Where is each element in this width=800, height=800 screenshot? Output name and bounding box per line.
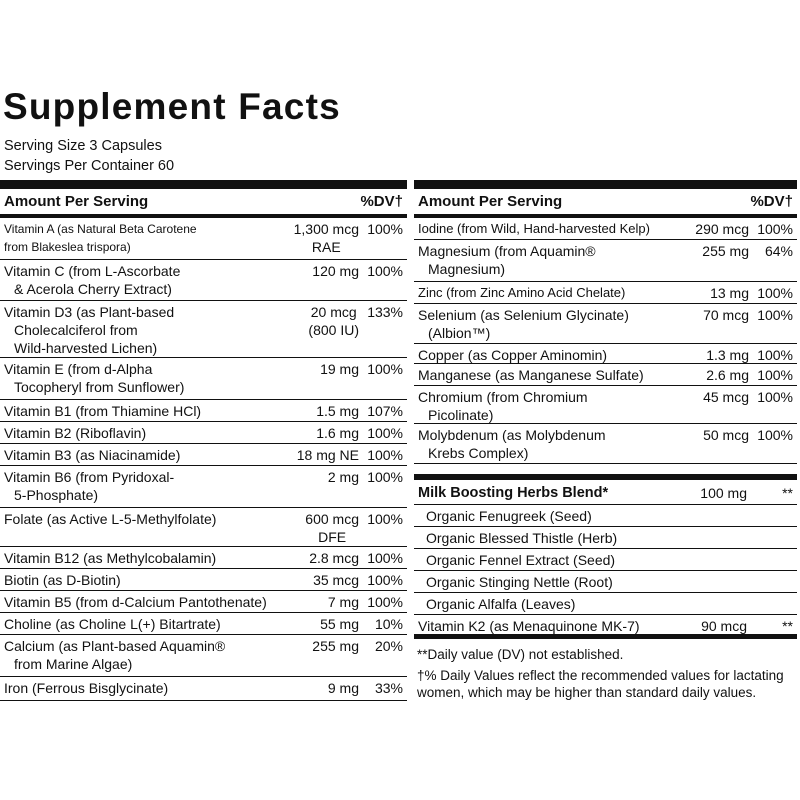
blend-dv: ** (782, 485, 793, 501)
nutrient-name (4, 571, 121, 589)
nutrient-dv: 100% (367, 425, 403, 441)
nutrient-name-line: Vitamin B3 (as Niacinamide) (4, 447, 181, 463)
nutrient-row (0, 547, 407, 569)
nutrient-name-line: Vitamin B1 (from Thiamine HCl) (4, 403, 202, 419)
nutrient-name (4, 679, 168, 697)
nutrient-row (414, 282, 797, 304)
right-rows (414, 218, 797, 464)
servings-per-container: Servings Per Container 60 (4, 158, 175, 174)
nutrient-row (0, 569, 407, 591)
k2-amount: 90 mcg (701, 618, 747, 634)
nutrient-row (414, 218, 797, 240)
nutrient-amount-line: 290 mcg (695, 221, 749, 237)
nutrient-amount-line: 7 mg (327, 594, 359, 610)
nutrient-dv: 100% (757, 285, 793, 301)
left-rows (0, 218, 407, 701)
nutrient-amount-line: 255 mg (312, 638, 359, 654)
nutrient-name-line: Wild-harvested Lichen) (14, 340, 158, 356)
dv-footnote-line-2: women, which may be higher than standard daily values. (417, 685, 757, 700)
nutrient-name (418, 426, 606, 462)
nutrient-name-line: 5-Phosphate) (14, 487, 99, 503)
nutrient-amount (706, 346, 749, 364)
nutrient-amount (294, 220, 359, 256)
nutrient-row (0, 591, 407, 613)
nutrient-amount (297, 446, 359, 464)
nutrient-amount-line: 55 mg (320, 616, 359, 632)
nutrient-row (0, 218, 407, 260)
nutrient-name-line: Tocopheryl from Sunflower) (14, 379, 185, 395)
nutrient-amount (316, 402, 359, 420)
nutrient-amount-line: 9 mg (327, 680, 359, 696)
nutrient-dv: 100% (757, 347, 793, 363)
amount-per-serving-label: Amount Per Serving (418, 193, 563, 210)
nutrient-name (4, 220, 197, 256)
nutrient-amount (316, 424, 359, 442)
nutrient-name-line: Zinc (from Zinc Amino Acid Chelate) (418, 285, 626, 300)
nutrient-row (414, 364, 797, 386)
nutrient-amount-line: 19 mg (320, 361, 359, 377)
nutrient-amount-line: 18 mg NE (296, 447, 359, 463)
nutrient-name (418, 388, 588, 424)
nutrient-name (4, 637, 225, 673)
nutrient-name-line: Molybdenum (as Molybdenum (418, 427, 606, 443)
dv-footnote-line-1: †% Daily Values reflect the recommended values for lactating (417, 668, 784, 683)
nutrient-row (0, 635, 407, 677)
nutrient-amount (328, 593, 359, 611)
nutrient-name-line: Manganese (as Manganese Sulfate) (418, 367, 644, 383)
nutrient-dv: 100% (367, 594, 403, 610)
nutrient-amount-line: 600 mcg (305, 511, 359, 527)
nutrient-amount (320, 360, 359, 378)
nutrient-name-line: Vitamin B6 (from Pyridoxal- (4, 469, 175, 485)
nutrient-name (4, 303, 174, 357)
nutrient-dv: 100% (757, 427, 793, 443)
k2-dv: ** (782, 618, 793, 634)
blend-item (414, 549, 797, 571)
blend-item (414, 505, 797, 527)
nutrient-amount-line: 2.8 mcg (309, 550, 359, 566)
nutrient-row (0, 422, 407, 444)
nutrient-amount-line: 50 mcg (703, 427, 749, 443)
nutrient-amount-line: (800 IU) (308, 322, 359, 338)
nutrient-name-line: Cholecalciferol from (14, 322, 138, 338)
blend-item-name: Organic Blessed Thistle (Herb) (426, 530, 618, 546)
nutrient-dv: 100% (367, 572, 403, 588)
k2-row (414, 615, 797, 639)
blend-item (414, 571, 797, 593)
nutrient-amount-line: 35 mcg (313, 572, 359, 588)
nutrient-name-line: Magnesium (from Aquamin® (418, 243, 596, 259)
nutrient-name-line: Folate (as Active L-5-Methylfolate) (4, 511, 217, 527)
nutrient-dv: 64% (764, 243, 793, 259)
nutrient-dv: 133% (367, 304, 403, 320)
page-title: Supplement Facts (3, 86, 341, 127)
nutrient-amount (706, 366, 749, 384)
amount-header (0, 189, 407, 218)
nutrient-name-line: Vitamin B2 (Riboflavin) (4, 425, 147, 441)
nutrient-name (418, 220, 650, 238)
blend-item-name: Organic Fennel Extract (Seed) (426, 552, 616, 568)
nutrient-name-line: Choline (as Choline L(+) Bitartrate) (4, 616, 221, 632)
nutrient-name (418, 242, 596, 278)
nutrient-name (4, 549, 216, 567)
nutrient-dv: 20% (374, 638, 403, 654)
nutrient-name-line: Vitamin B5 (from d-Calcium Pantothenate) (4, 594, 267, 610)
nutrient-dv: 100% (367, 550, 403, 566)
k2-name: Vitamin K2 (as Menaquinone MK-7) (418, 618, 640, 634)
nutrient-name-line: Iron (Ferrous Bisglycinate) (4, 680, 169, 696)
nutrient-amount-line: 1,300 mcg (293, 221, 359, 237)
nutrient-name-line: Krebs Complex) (428, 445, 529, 461)
blend-items (414, 505, 797, 615)
footnotes (417, 646, 797, 701)
nutrient-name (4, 360, 184, 396)
nutrient-amount-line: DFE (318, 529, 347, 545)
nutrient-name-line: Copper (as Copper Aminomin) (418, 347, 608, 363)
nutrient-dv: 100% (367, 511, 403, 527)
nutrient-name (418, 284, 625, 302)
blend-name: Milk Boosting Herbs Blend* (418, 485, 609, 501)
blend-item-name: Organic Fenugreek (Seed) (426, 508, 592, 524)
nutrient-amount-line: 45 mcg (703, 389, 749, 405)
nutrient-dv: 100% (757, 389, 793, 405)
nutrient-dv: 33% (374, 680, 403, 696)
nutrient-amount-line: 70 mcg (703, 307, 749, 323)
nutrient-name-line: Magnesium) (428, 261, 506, 277)
nutrient-dv: 10% (374, 616, 403, 632)
nutrient-name (4, 593, 267, 611)
nutrient-amount (313, 571, 359, 589)
blend-amount: 100 mg (700, 485, 747, 501)
nutrient-name (418, 346, 607, 364)
nutrient-name (4, 615, 221, 633)
amount-per-serving-label: Amount Per Serving (4, 193, 149, 210)
nutrient-amount (312, 262, 359, 280)
nutrient-amount-line: 13 mg (710, 285, 749, 301)
nutrient-amount (320, 615, 359, 633)
nutrient-name-line: Vitamin C (from L-Ascorbate (4, 263, 181, 279)
nutrient-name-line: from Blakeslea trispora) (4, 240, 131, 254)
nutrient-row (0, 508, 407, 547)
nutrient-amount (328, 468, 359, 486)
nutrient-row (414, 304, 797, 344)
nutrient-name-line: from Marine Algae) (14, 656, 133, 672)
nutrient-amount-line: 2 mg (327, 469, 359, 485)
nutrient-dv: 100% (367, 221, 403, 237)
nutrient-name (418, 306, 629, 342)
thick-rule (414, 180, 797, 189)
nutrient-row (0, 358, 407, 400)
nutrient-amount-line: 255 mg (702, 243, 749, 259)
blend-row (414, 480, 797, 505)
nutrient-amount-line: 20 mcg (310, 304, 357, 320)
thick-rule (0, 180, 407, 189)
nutrient-amount-line: 2.6 mg (706, 367, 749, 383)
nutrient-dv: 107% (367, 403, 403, 419)
nutrient-row (414, 386, 797, 424)
nutrient-dv: 100% (367, 263, 403, 279)
nutrient-name-line: Chromium (from Chromium (418, 389, 588, 405)
nutrient-name-line: Vitamin A (as Natural Beta Carotene (4, 222, 197, 236)
nutrient-name (4, 446, 180, 464)
nutrient-amount (703, 426, 749, 444)
nutrient-amount (702, 242, 749, 260)
nutrient-row (0, 400, 407, 422)
left-facts-column (0, 180, 407, 701)
nutrient-name-line: Selenium (as Selenium Glycinate) (418, 307, 629, 323)
nutrient-name (4, 262, 180, 298)
nutrient-row (414, 344, 797, 364)
nutrient-amount-line: 1.3 mg (706, 347, 749, 363)
nutrient-name (4, 402, 201, 420)
amount-header (414, 189, 797, 218)
blend-item-name: Organic Alfalfa (Leaves) (426, 596, 576, 612)
nutrient-amount (328, 679, 359, 697)
nutrient-amount (308, 303, 359, 339)
nutrient-row (0, 677, 407, 701)
nutrient-dv: 100% (367, 469, 403, 485)
nutrient-row (0, 613, 407, 635)
nutrient-name (418, 366, 644, 384)
nutrient-name (4, 424, 146, 442)
dv-not-established-note: **Daily value (DV) not established. (417, 647, 624, 662)
blend-item (414, 527, 797, 549)
blend-item (414, 593, 797, 615)
nutrient-name-line: Vitamin E (from d-Alpha (4, 361, 153, 377)
nutrient-row (0, 301, 407, 358)
nutrient-dv: 100% (757, 221, 793, 237)
nutrient-name-line: & Acerola Cherry Extract) (14, 281, 172, 297)
nutrient-amount (710, 284, 749, 302)
nutrient-dv: 100% (367, 361, 403, 377)
nutrient-amount-line: 120 mg (312, 263, 359, 279)
nutrient-amount-line: 1.6 mg (316, 425, 359, 441)
nutrient-amount (703, 388, 749, 406)
nutrient-name-line: Iodine (from Wild, Hand-harvested Kelp) (418, 221, 650, 236)
nutrient-row (0, 260, 407, 301)
dv-label: %DV† (750, 193, 793, 210)
nutrient-dv: 100% (757, 367, 793, 383)
nutrient-amount (305, 510, 359, 546)
serving-size: Serving Size 3 Capsules (4, 138, 162, 154)
nutrient-amount-line: RAE (311, 239, 341, 255)
nutrient-name-line: Vitamin B12 (as Methylcobalamin) (4, 550, 217, 566)
nutrient-name (4, 468, 174, 504)
nutrient-row (0, 444, 407, 466)
nutrient-name (4, 510, 216, 528)
nutrient-row (414, 240, 797, 282)
nutrient-dv: 100% (757, 307, 793, 323)
dv-label: %DV† (360, 193, 403, 210)
nutrient-amount (695, 220, 749, 238)
nutrient-amount (309, 549, 359, 567)
nutrient-row (0, 466, 407, 508)
nutrient-dv: 100% (367, 447, 403, 463)
nutrient-name-line: Picolinate) (428, 407, 494, 423)
blend-item-name: Organic Stinging Nettle (Root) (426, 574, 613, 590)
nutrient-name-line: Calcium (as Plant-based Aquamin® (4, 638, 226, 654)
nutrient-amount (312, 637, 359, 655)
right-facts-column (414, 180, 797, 639)
nutrient-name-line: Biotin (as D-Biotin) (4, 572, 121, 588)
nutrient-name-line: Vitamin D3 (as Plant-based (4, 304, 175, 320)
nutrient-name-line: (Albion™) (428, 325, 491, 341)
nutrient-amount (703, 306, 749, 324)
nutrient-amount-line: 1.5 mg (316, 403, 359, 419)
nutrient-row (414, 424, 797, 464)
